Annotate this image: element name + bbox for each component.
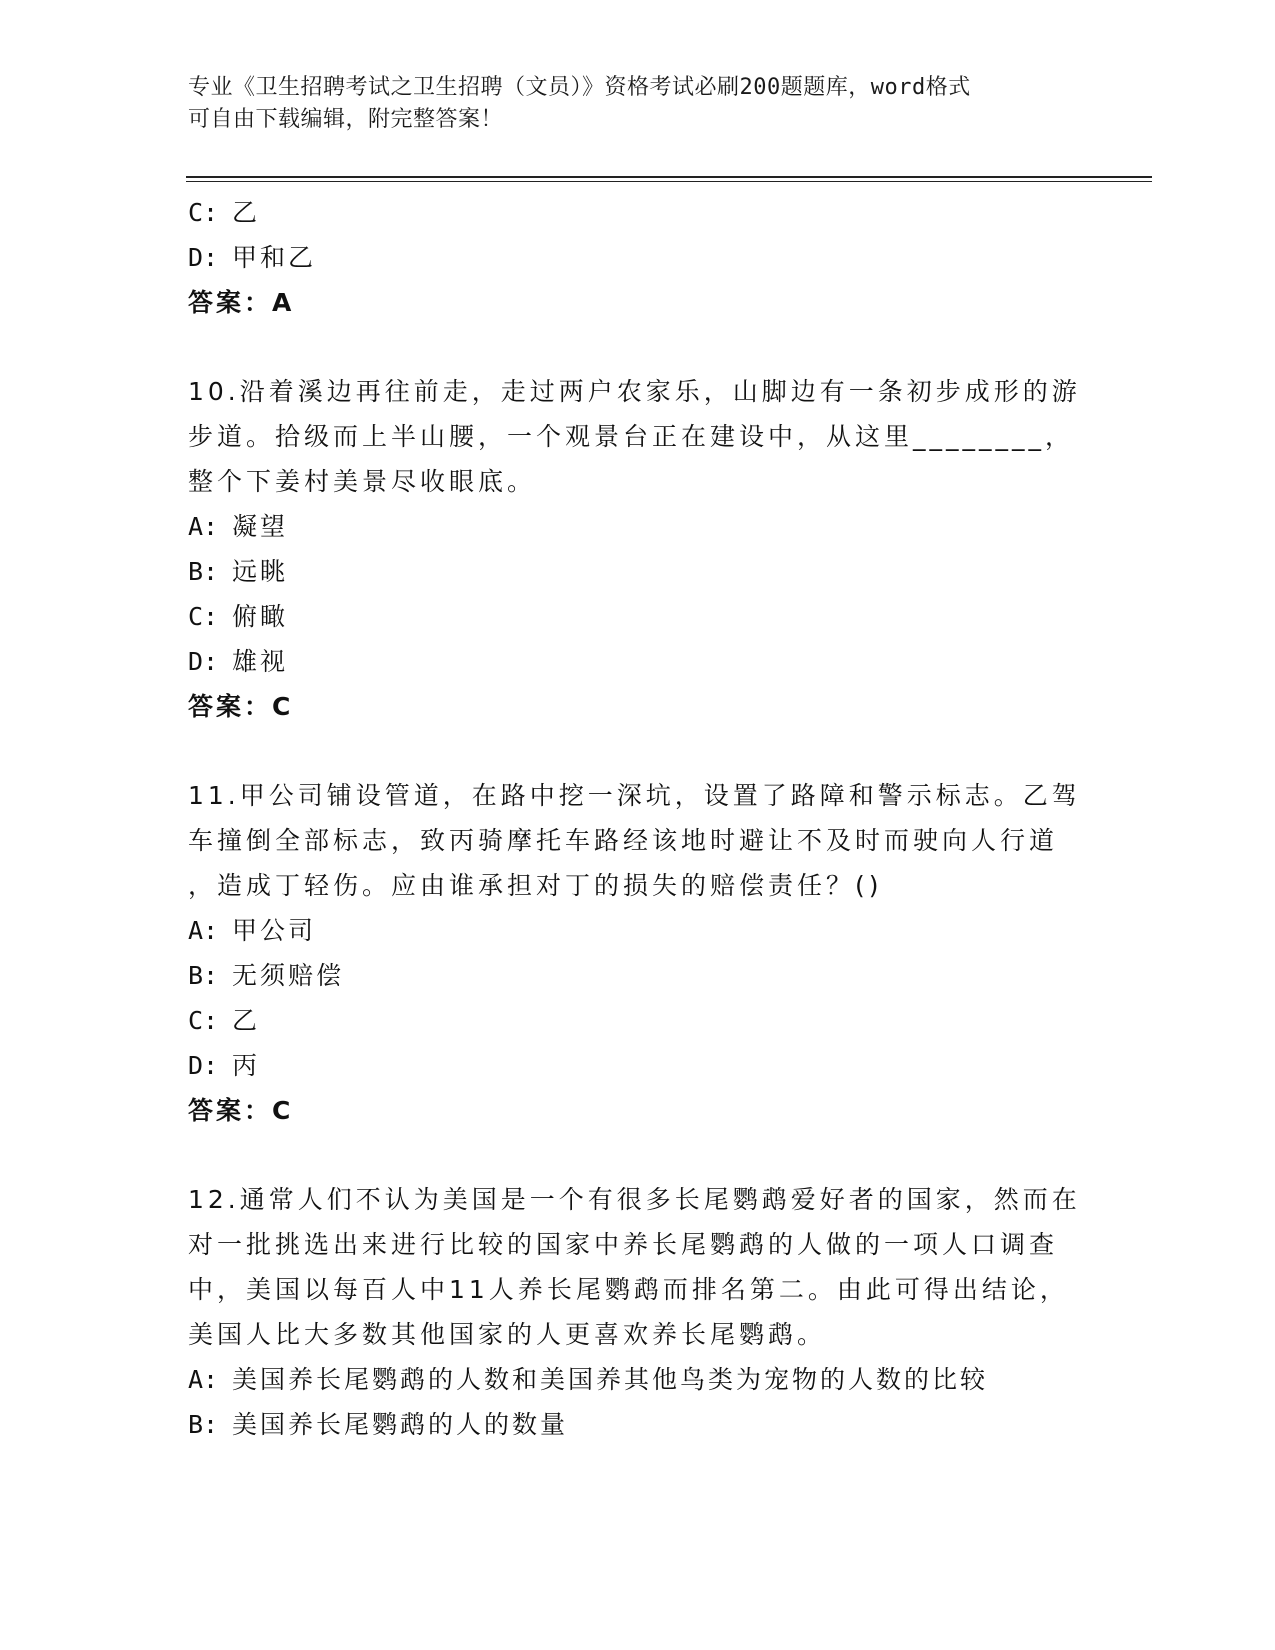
option-c: C: 俯瞰 xyxy=(188,602,289,631)
option-a: A: 甲公司 xyxy=(188,916,317,945)
answer: 答案：C xyxy=(188,1096,294,1125)
question-text-line: 11.甲公司铺设管道，在路中挖一深坑，设置了路障和警示标志。乙驾 xyxy=(188,781,1081,810)
question-12 xyxy=(188,1177,1088,1447)
question-text-line: 对一批挑选出来进行比较的国家中养长尾鹦鹉的人做的一项人口调查 xyxy=(188,1230,1059,1259)
question-text-line: 步道。拾级而上半山腰，一个观景台正在建设中，从这里________， xyxy=(188,422,1075,451)
header-divider-thick xyxy=(186,176,1152,178)
header-divider-thin xyxy=(186,181,1152,182)
answer: 答案：A xyxy=(188,288,295,317)
question-text-line: 中，美国以每百人中11人养长尾鹦鹉而排名第二。由此可得出结论， xyxy=(188,1275,1069,1304)
option-c: C: 乙 xyxy=(188,1006,261,1035)
header-line-1: 专业《卫生招聘考试之卫生招聘（文员）》资格考试必刷200题题库，word格式 xyxy=(188,75,971,100)
option-d: D: 雄视 xyxy=(188,647,289,676)
question-9-tail xyxy=(188,190,1088,325)
option-b: B: 远眺 xyxy=(188,557,289,586)
question-text-line: 整个下姜村美景尽收眼底。 xyxy=(188,467,537,496)
question-text-line: 美国人比大多数其他国家的人更喜欢养长尾鹦鹉。 xyxy=(188,1320,827,1349)
document-header xyxy=(188,72,1088,136)
option-b: B: 美国养长尾鹦鹉的人的数量 xyxy=(188,1410,569,1439)
question-11 xyxy=(188,773,1088,1133)
document-body xyxy=(188,190,1088,1447)
question-10 xyxy=(188,369,1088,729)
option-a: A: 凝望 xyxy=(188,512,289,541)
question-text-line: 车撞倒全部标志，致丙骑摩托车路经该地时避让不及时而驶向人行道 xyxy=(188,826,1059,855)
option-d: D: 甲和乙 xyxy=(188,243,317,272)
header-line-2: 可自由下载编辑，附完整答案！ xyxy=(188,107,504,132)
option-d: D: 丙 xyxy=(188,1051,261,1080)
option-c: C: 乙 xyxy=(188,198,261,227)
option-a: A: 美国养长尾鹦鹉的人数和美国养其他鸟类为宠物的人数的比较 xyxy=(188,1365,989,1394)
question-text-line: 10.沿着溪边再往前走，走过两户农家乐，山脚边有一条初步成形的游 xyxy=(188,377,1081,406)
question-text-line: ，造成丁轻伤。应由谁承担对丁的损失的赔偿责任？() xyxy=(188,871,883,900)
question-text-line: 12.通常人们不认为美国是一个有很多长尾鹦鹉爱好者的国家，然而在 xyxy=(188,1185,1081,1214)
answer: 答案：C xyxy=(188,692,294,721)
option-b: B: 无须赔偿 xyxy=(188,961,345,990)
